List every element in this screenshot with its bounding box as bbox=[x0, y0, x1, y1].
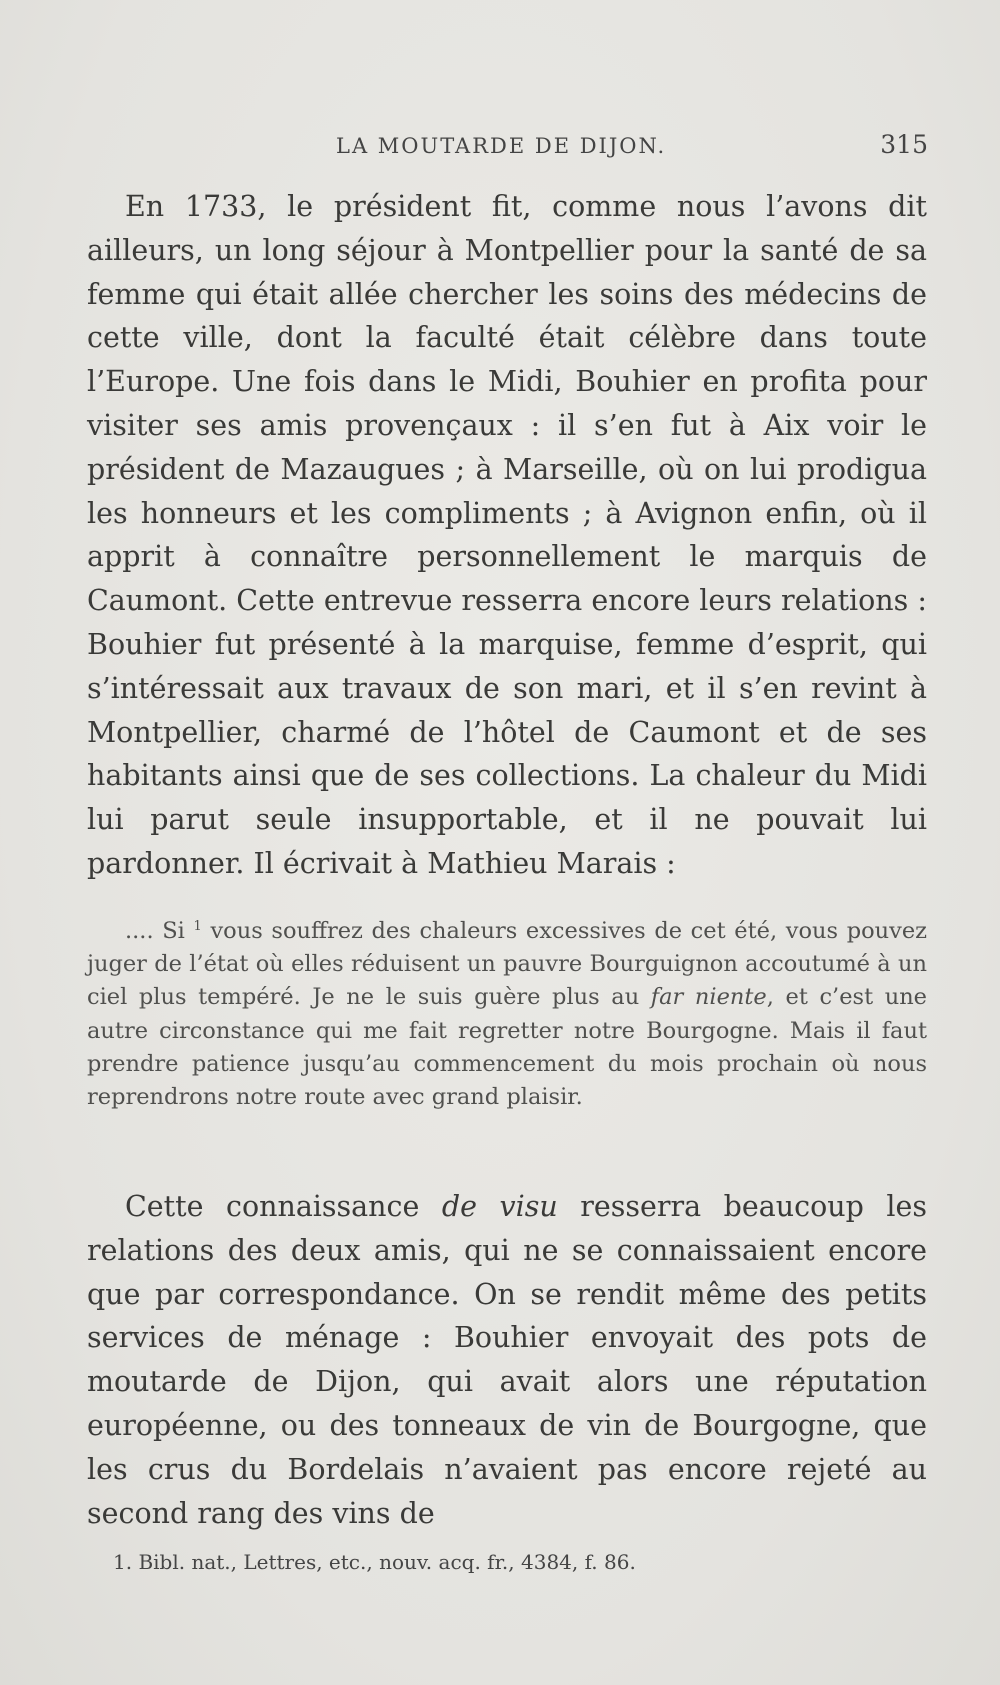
footnote-marker: 1 bbox=[193, 919, 202, 934]
footnote: 1. Bibl. nat., Lettres, etc., nouv. acq. fr., 4384, f. 86. bbox=[113, 1550, 636, 1574]
quote-text-part1: vous souffrez des chaleurs excessives de cet été, vous pouvez juger de l’état où elles réduisent un pauvre Bourguignon accoutumé à un ciel plus tempéré. Je ne le suis guère plus au bbox=[87, 918, 928, 1011]
page-number: 315 bbox=[880, 130, 928, 159]
quote-lead: .... Si bbox=[125, 918, 185, 944]
page-header bbox=[86, 130, 928, 170]
quote-italic-phrase: far niente bbox=[650, 984, 767, 1011]
paragraph-2-part2: resserra beaucoup les relations des deux amis, qui ne se connaissaient encore que par correspondance. On se rendit même des petits services de ménage : Bouhier envoyait des pots de moutarde de Dijon, qui avait alors une réputation européenne, ou des tonneaux de vin de Bourgogne, que les crus du Bordelais n’avaient pas encore rejeté au second rang des vins de bbox=[87, 1190, 927, 1530]
quote-text-part2: , et c’est une autre circonstance qui me fait regretter notre Bourgogne. Mais il faut prendre patience jusqu’au commencement du mois prochain où nous reprendrons notre route avec grand plaisir. bbox=[87, 984, 927, 1111]
body-text-top bbox=[87, 185, 927, 886]
paragraph-2-part1: Cette connaissance bbox=[125, 1190, 442, 1223]
paragraph-2-italic: de visu bbox=[441, 1190, 558, 1223]
body-text-bottom bbox=[87, 1185, 927, 1535]
running-head: LA MOUTARDE DE DIJON. bbox=[336, 134, 667, 158]
quote-paragraph bbox=[87, 910, 927, 1114]
paragraph-1: En 1733, le président fit, comme nous l’avons dit ailleurs, un long séjour à Montpellier pour la santé de sa femme qui était allée chercher les soins des médecins de cette ville, dont la faculté était célèbre dans toute l’Europe. Une fois dans le Midi, Bouhier en profita pour visiter ses amis provençaux : il s’en fut à Aix voir le président de Mazaugues ; à Marseille, où on lui prodigua les honneurs et les compliments ; à Avignon enfin, où il apprit à connaître personnellement le marquis de Caumont. Cette entrevue resserra encore leurs relations : Bouhier fut présenté à la marquise, femme d’esprit, qui s’intéressait aux travaux de son mari, et il s’en revint à Montpellier, charmé de l’hôtel de Caumont et de ses habitants ainsi que de ses collections. La chaleur du Midi lui parut seule insupportable, et il ne pouvait lui pardonner. Il écrivait à Mathieu Marais : bbox=[87, 190, 927, 880]
block-quote bbox=[87, 910, 927, 1114]
paragraph-2 bbox=[87, 1185, 927, 1535]
